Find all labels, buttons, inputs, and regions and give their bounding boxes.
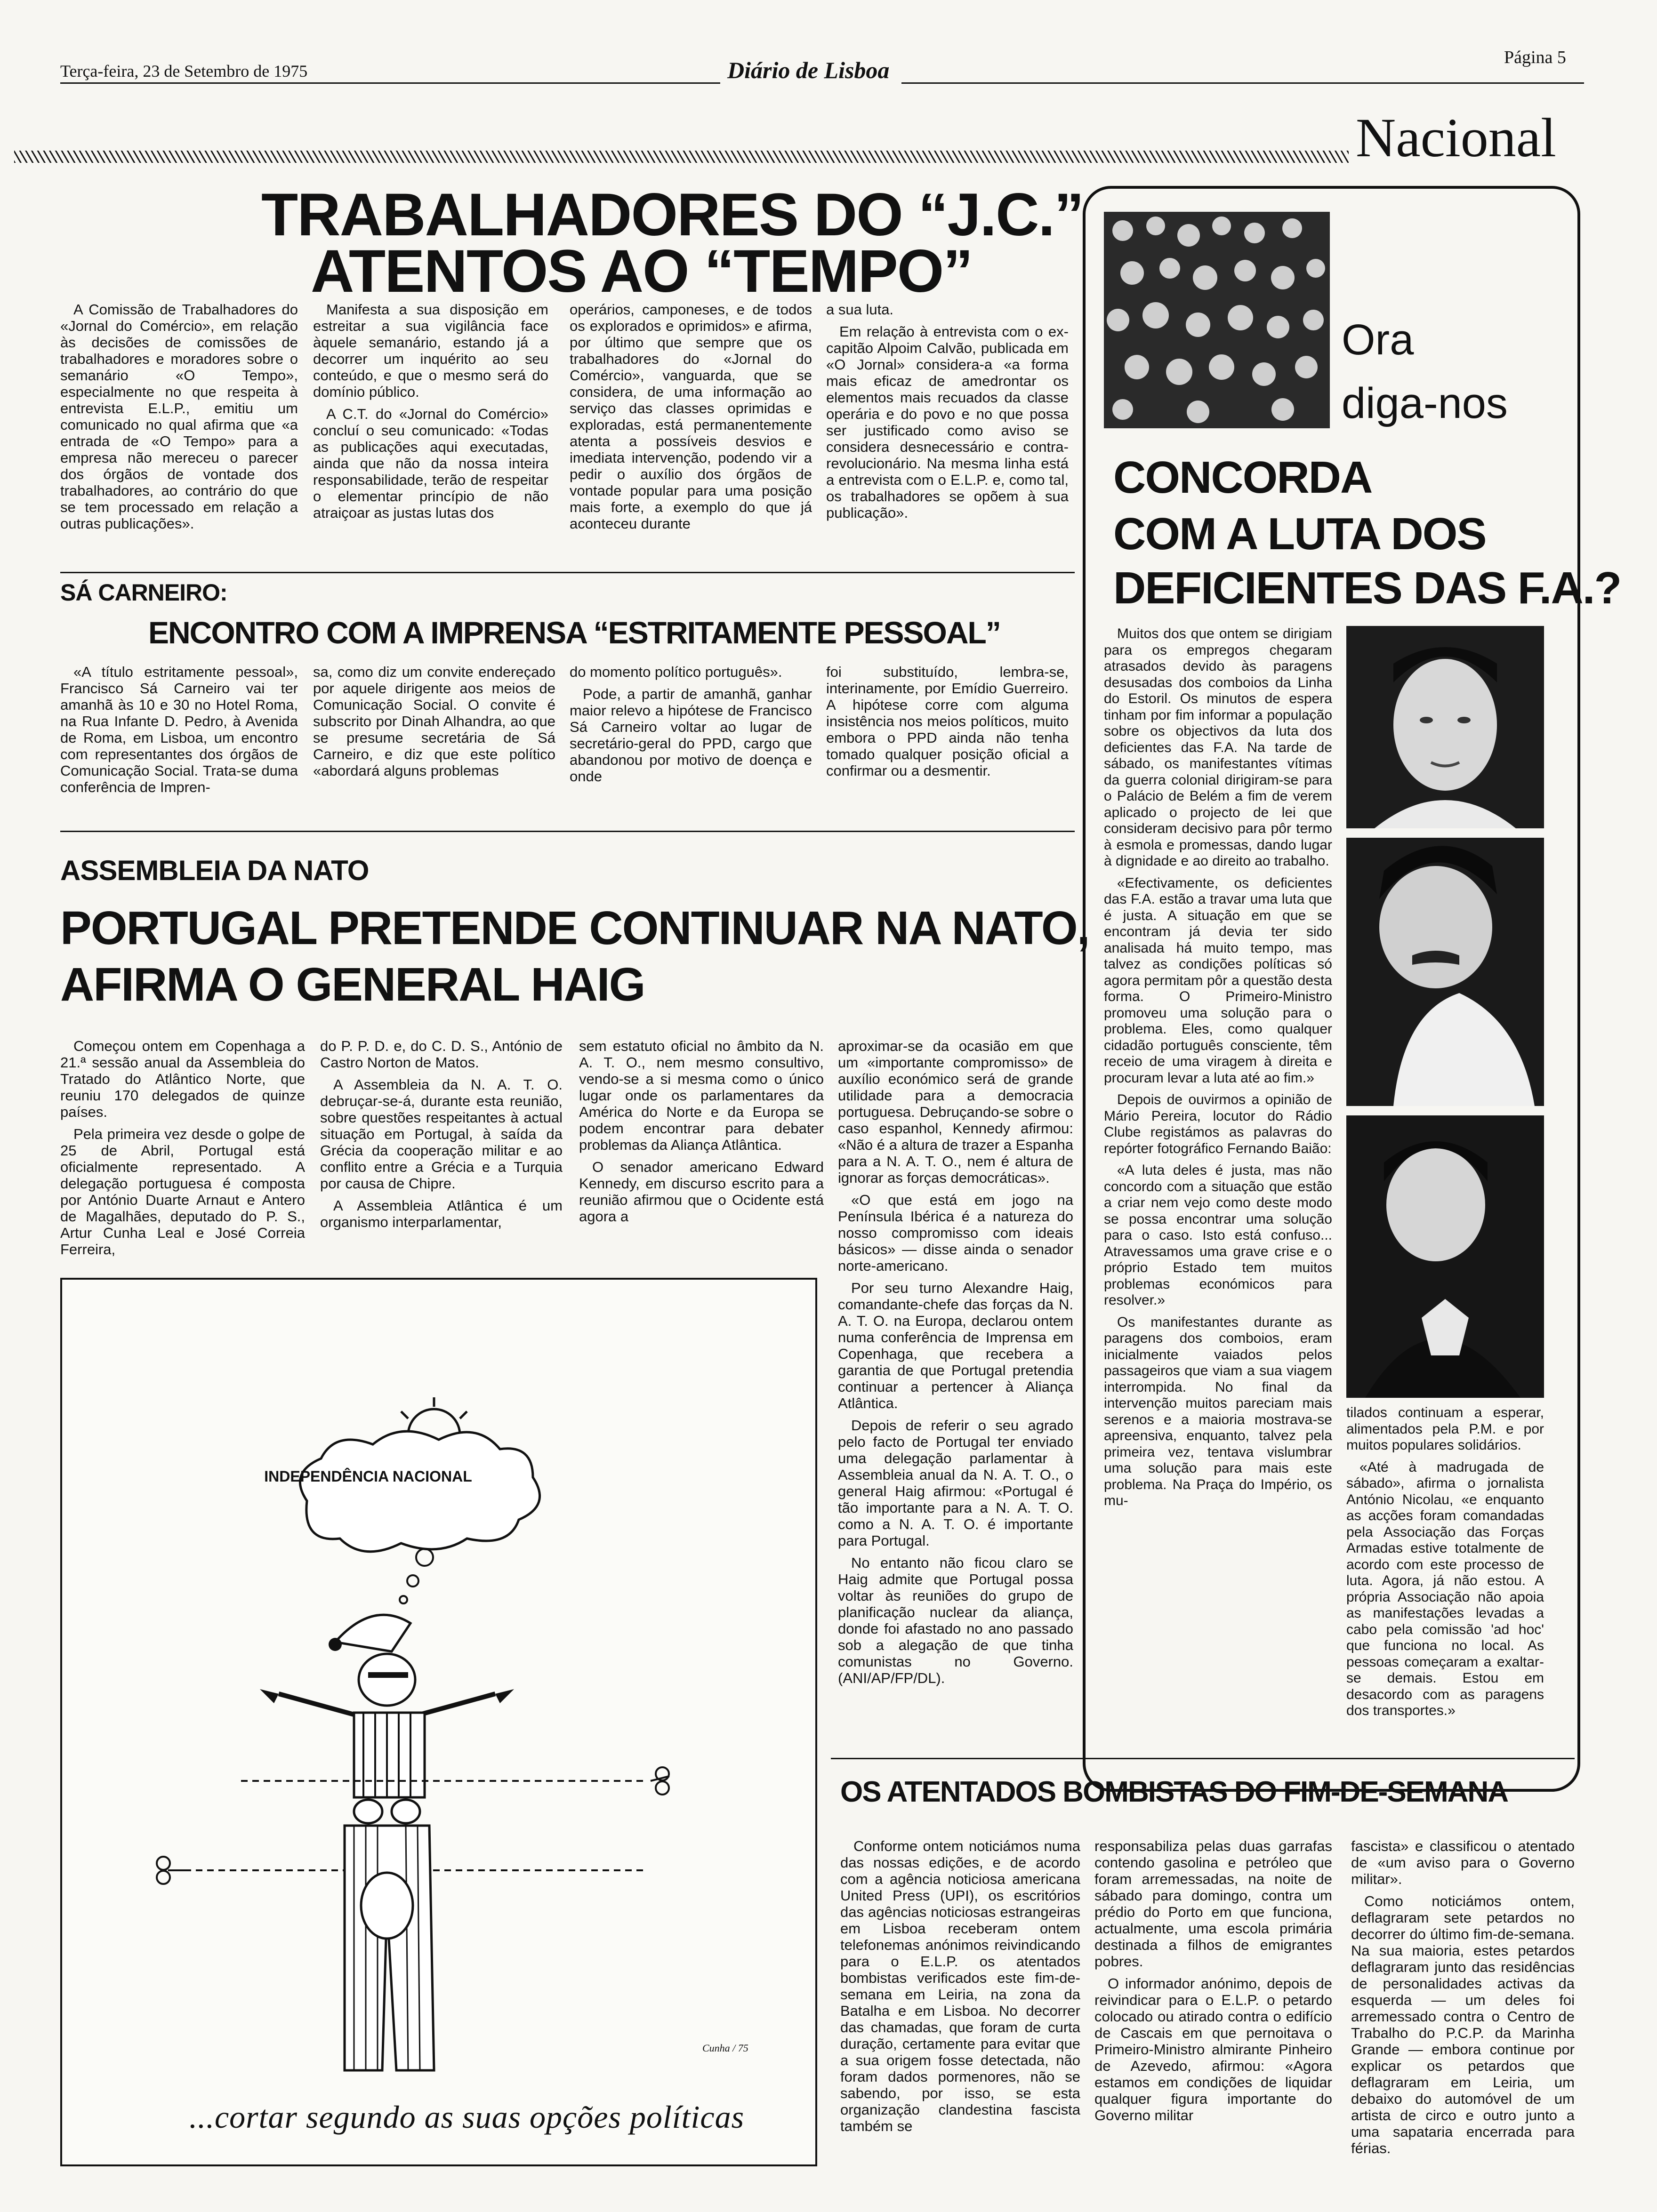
nato-col4b-text: «O que está em jogo na Península Ibérica é a natureza do nosso compromisso com ideais básicos» — disse ainda o senador norte-americano. (838, 1192, 1073, 1274)
thought-cloud (300, 1431, 539, 1552)
header-rule-left (60, 82, 720, 84)
jc-headline-line2: ATENTOS AO “TEMPO” (311, 238, 973, 305)
nato-col2b-text: A Assembleia da N. A. T. O. debruçar-se-á, durante esta reunião, sobre questões respeitantes à actual situação em Portugal, à saída da Grécia da cooperação militar e ao conflito entre a Grécia e a Turquia por causa de Chipre. (320, 1076, 563, 1192)
divider-sa (60, 831, 1075, 832)
sa-col2-text: sa, como diz um convite endereçado por aquele dirigente aos meios de Comunicação Social. O convite é subscrito por Dinah Alhandra, ao que se presume secretária de Sá Carneiro, e diz que este político «abordará alguns problemas (313, 664, 555, 779)
sidebar-colA5-text: Os manifestantes durante as paragens dos comboios, eram inicialmente vaiados pelos passageiros que viam a sua viagem interrompida. No final da intervenção muitos pareciam mais serenos e a maioria mostrava-se apreensiva, enquanto, talvez pela primeira vez, tentava vislumbrar uma solução para mais este problema. Na Praça do Império, os mu- (1104, 1314, 1332, 1508)
jc-col3-text: operários, camponeses, e de todos os explorados e oprimidos» e afirma, por último que sempre que os trabalhadores do «Jornal do Comércio», vanguarda, que se considera, de uma informação ao serviço das classes oprimidas e exploradas, está permanentemente atenta a possíveis desvios e imediata intervenção, podendo vir a pedir o auxílio dos órgãos de vontade popular para uma posição mais forte, a exemplo do que já aconteceu durante (570, 301, 812, 532)
sidebar-colA1-text: Muitos dos que ontem se dirigiam para os empregos chegaram atrasados devido às paragens desusadas dos comboios da Linha do Estoril. Os minutos de espera tinham por fim informar a população sobre os objectivos da luta dos deficientes das F.A. Na tarde de sábado, os manifestantes vítimas da guerra colonial dirigiram-se para o Palácio de Belém a fim de verem aplicado o projecto de lei que consideram decisivo para pôr termo à esmola e promessas, dando lugar à dignidade e ao direito ao trabalho. (1104, 626, 1332, 869)
sidebar-colA4-text: «A luta deles é justa, mas não concordo com a situação que estão a criar nem vejo como deste modo se possa encontrar uma solução para o caso. Isto está confuso... Atravessamos uma grave crise e o próprio Estado tem muitos problemas económicos para resolver.» (1104, 1162, 1332, 1308)
nato-headline-line2: AFIRMA O GENERAL HAIG (60, 958, 645, 1011)
puppet-torso (354, 1713, 425, 1797)
scissors-icon-right (651, 1767, 669, 1795)
nato-col2c-text: A Assembleia Atlântica é um organismo interparlamentar, (320, 1197, 563, 1230)
jc-col4b-text: Em relação à entrevista com o ex-capitão Alpoim Calvão, publicada em «O Jornal» considera-a «a forma mais eficaz de amedrontar os elementos mais recuados da classe operária e do povo e no que possa ser justificado como aviso se considera desnecessário e contra-revolucionário. Na mesma linha está a entrevista com o E.L.P. e, como tal, os trabalhadores se opõem à sua publicação». (826, 323, 1069, 521)
puppeteer-body (345, 1826, 434, 2070)
sa-kicker: SÁ CARNEIRO: (60, 579, 227, 606)
nato-headline-line1: PORTUGAL PRETENDE CONTINUAR NA NATO, (60, 902, 1089, 954)
divider-jc (60, 572, 1075, 573)
divider-bombs (831, 1758, 1575, 1759)
portrait-1-image (1346, 626, 1544, 828)
sa-col1-text: «A título estritamente pessoal», Francisco Sá Carneiro vai ter amanhã às 10 e 30 no Hotel Roma, na Rua Infante D. Pedro, à Avenida de Roma, em Lisboa, um encontro com representantes dos órgãos de Comunicação Social. Trata-se duma conferência de Impren- (60, 664, 298, 795)
bombs-col1-text: Conforme ontem noticiámos numa das nossas edições, e de acordo com a agência noticiosa americana United Press (UPI), os escritórios das agências noticiosas estrangeiras em Lisboa receberam ontem telefonemas anónimos reivindicando para o E.L.P. os atentados bombistas verificados este fim-de-semana em Leiria, na zona da Batalha e em Lisboa. No decorrer das chamadas, que foram de curta duração, certamente para evitar que a sua origem fosse detectada, não foram dados pormenores, não se sabendo, por isso, se esta organização clandestina fascista também se (840, 1838, 1080, 2134)
sa-headline: ENCONTRO COM A IMPRENSA “ESTRITAMENTE PESSOAL” (148, 615, 1000, 650)
sidebar-headline-line1: CONCORDA (1113, 452, 1372, 503)
sa-col3b-text: Pode, a partir de amanhã, ganhar maior relevo a hipótese de Francisco Sá Carneiro voltar ao lugar de secretário-geral do PPD, cargo que abandonou por motivo de doença e onde (570, 686, 812, 785)
sa-column-4 (826, 664, 1069, 824)
sa-col4a-text: foi substituído, lembra-se, interinamente, por Emídio Guerreiro. A hipótese corre com alguma insistência nos meios políticos, muito embora o PPD ainda não tenha tomado qualquer posição oficial a confirmar ou a desmentir. (826, 664, 1069, 779)
editorial-cartoon (60, 1278, 817, 2166)
puppet-head (359, 1654, 415, 1706)
jc-col2b-text: A C.T. do «Jornal do Comércio» concluí o seu comunicado: «Todas as publicações aqui executadas, ainda que não da nossa inteira responsabilidade, terão de respeitar o elementar princípio de não atraiçoar as justas lutas dos (313, 406, 548, 521)
jc-column-3 (570, 301, 812, 565)
jc-column-1 (60, 301, 298, 565)
jc-col1-text: A Comissão de Trabalhadores do «Jornal do Comércio», em relação às decisões de comissões de trabalhadores e moradores sobre o semanário «O Tempo», especialmente no que respeita à entrevista E.L.P., emitiu um comunicado no qual afirma que «a entrada de «O Tempo» para a empresa não mereceu o parecer dos órgãos de vontade dos trabalhadores, ao contrário do que se tem processado em relação a outras publicações». (60, 301, 298, 532)
sidebar-headline-line2: COM A LUTA DOS (1113, 509, 1486, 559)
portrait-3-image (1346, 1115, 1544, 1398)
sidebar-colA3-text: Depois de ouvirmos a opinião de Mário Pereira, locutor do Rádio Clube registámos as palavras do repórter fotográfico Fernando Baião: (1104, 1092, 1332, 1156)
crowd-photo-image (1104, 212, 1330, 428)
portrait-2-image (1346, 838, 1544, 1106)
nato-kicker: ASSEMBLEIA DA NATO (60, 855, 369, 886)
jc-col2a-text: Manifesta a sua disposição em estreitar a sua vigilância face àquele semanário, estando já a decorrer um inquérito ao seu conteúdo, e que o mesmo será do domínio público. (313, 301, 548, 400)
bombs-headline: OS ATENTADOS BOMBISTAS DO FIM-DE-SEMANA (840, 1776, 1508, 1808)
nato-col1b-text: Pela primeira vez desde o golpe de 25 de Abril, Portugal está oficialmente representado. A delegação portuguesa é composta por António Duarte Arnaut e Antero de Magalhães, deputado do P. S., Artur Cunha Leal e José Correia Ferreira, (60, 1126, 305, 1258)
header-rule-right (901, 82, 1584, 84)
bombs-col3b-text: Como noticiámos ontem, deflagraram sete petardos no decorrer do último fim-de-semana. Na sua maioria, estes petardos deflagraram junto das residências de personalidades activas da esquerda — um deles foi arremessado contra o Centro de Trabalho do P.C.P. da Marinha Grande — embora continue por explicar os petardos que deflagraram em Leiria, um debaixo do automóvel de um artista de circo e outro junto a uma sapataria encerrada para férias. (1351, 1893, 1575, 2156)
bombs-col3a-text: fascista» e classificou o atentado de «um aviso para o Governo militar». (1351, 1838, 1575, 1887)
bombs-column-2 (1094, 1838, 1332, 2196)
cartoon-signature: Cunha / 75 (702, 2042, 748, 2054)
bombs-column-3 (1351, 1838, 1575, 2196)
section-hatch-rule (14, 151, 1349, 163)
section-title: Nacional (1356, 107, 1556, 168)
nato-col4a-text: aproximar-se da ocasião em que um «importante compromisso» de auxílio económico será de grande utilidade para a democracia portuguesa. Debruçando-se sobre o caso espanhol, Kennedy afirmou: «Não é a altura de trazer a Espanha para a N. A. T. O., nem é altura de ignorar as forças democráticas». (838, 1038, 1073, 1186)
cartoon-thought-text: INDEPENDÊNCIA NACIONAL (264, 1468, 472, 1485)
sidebar-headline-line3: DEFICIENTES DAS F.A.? (1113, 563, 1621, 613)
nato-column-3 (579, 1038, 824, 1268)
bombs-col2a-text: responsabiliza pelas duas garrafas contendo gasolina e petróleo que foram arremessadas, na noite de sábado para domingo, contra um prédio do Porto em que funciona, actualmente, uma escola primária destinada a filhos de emigrantes pobres. (1094, 1838, 1332, 1970)
nato-col4c-text: Por seu turno Alexandre Haig, comandante-chefe das forças da N. A. T. O. na Europa, declarou ontem numa conferência de Imprensa em Copenhaga, que recebera a garantia de que Portugal pretendia continuar a pertencer à Aliança Atlântica. (838, 1280, 1073, 1411)
scissors-icon-left (157, 1857, 185, 1884)
jc-headline-line1: TRABALHADORES DO “J.C.” (261, 181, 1084, 248)
jc-col4a-text: a sua luta. (826, 301, 894, 318)
nato-column-1 (60, 1038, 305, 1268)
jc-column-4 (826, 301, 1069, 565)
crowd-photo (1104, 212, 1330, 428)
cartoon-drawing (62, 1280, 815, 2164)
issue-date: Terça-feira, 23 de Setembro de 1975 (60, 62, 308, 80)
nato-col4d-text: Depois de referir o seu agrado pelo facto de Portugal ter enviado uma delegação parlamentar à Assembleia anual da N. A. T. O., o general Haig afirmou: «Portugal é tão importante para a N. A. T. O. como a N. A. T. O. é importante para Portugal. (838, 1417, 1073, 1549)
nato-column-4 (838, 1038, 1073, 1748)
page-number: Página 5 (1504, 48, 1566, 67)
jc-column-2 (313, 301, 548, 565)
nato-col4e-text: No entanto não ficou claro se Haig admite que Portugal possa voltar às reuniões do grupo de planificação nuclear da aliança, donde foi afastado no ano passado sob a alegação de que tinha comunistas no Governo. (ANI/AP/FP/DL). (838, 1555, 1073, 1686)
nato-col1a-text: Começou ontem em Copenhaga a 21.ª sessão anual da Assembleia do Tratado do Atlântico Norte, que reuniu 170 delegados de quinze países. (60, 1038, 305, 1120)
cartoon-caption: ...cortar segundo as suas opções políticas (189, 2099, 745, 2135)
sidebar-column-b (1346, 1405, 1544, 1741)
sa-col3a-text: do momento político português». (570, 664, 782, 680)
masthead: Diário de Lisboa (727, 57, 890, 83)
sa-column-2 (313, 664, 555, 824)
sidebar-colB1-text: tilados continuam a esperar, alimentados pela P.M. e por muitos populares solidários. (1346, 1405, 1544, 1453)
nato-col3a-text: sem estatuto oficial no âmbito da N. A. T. O., nem mesmo consultivo, vendo-se a si mesma como o único lugar onde os parlamentares da América do Norte e da Europa se podem encontrar para debater problemas da Aliança Atlântica. (579, 1038, 824, 1153)
bombs-column-1 (840, 1838, 1080, 2196)
sa-column-3 (570, 664, 812, 824)
portrait-photo-1 (1346, 626, 1544, 828)
sidebar-colA2-text: «Efectivamente, os deficientes das F.A. estão a travar uma luta que é justa. A situação em que se encontram já devia ter sido analisada há muito tempo, mas talvez as condições políticas só agora permitam pôr a questão desta forma. O Primeiro-Ministro promoveu uma solução para o problema. Eles, como qualquer cidadão português consciente, têm receio de uma viragem à direita e procuram levar a luta até ao fim.» (1104, 875, 1332, 1086)
portrait-photo-2 (1346, 838, 1544, 1106)
jester-hat (335, 1615, 410, 1651)
sidebar-title-line1: Ora (1342, 316, 1414, 364)
sidebar-column-a (1104, 626, 1332, 1741)
sa-column-1 (60, 664, 298, 824)
portrait-photo-3 (1346, 1115, 1544, 1398)
nato-column-2 (320, 1038, 563, 1268)
sidebar-colB2-text: «Até à madrugada de sábado», afirma o jornalista António Nicolau, «e enquanto as acções foram comandadas pela Associação das Forças Armadas estive totalmente de acordo com este processo de luta. Agora, já não estou. A própria Associação não apoia as manifestações levadas a cabo pela comissão 'ad hoc' que funciona no local. As pessoas começaram a exaltar-se demais. Estou em desacordo com as paragens dos transportes.» (1346, 1459, 1544, 1718)
sidebar-title-line2: diga-nos (1342, 379, 1508, 427)
nato-col2a-text: do P. P. D. e, do C. D. S., António de Castro Norton de Matos. (320, 1038, 563, 1071)
bombs-col2b-text: O informador anónimo, depois de reivindicar para o E.L.P. o petardo colocado ou atirado contra o edifício de Cascais em que pernoitava o Primeiro-Ministro almirante Pinheiro de Azevedo, afirmou: «Agora estamos em condições de liquidar qualquer figura importante do Governo militar (1094, 1975, 1332, 2124)
nato-col3b-text: O senador americano Edward Kennedy, em discurso escrito para a reunião afirmou que o Ocidente está agora a (579, 1159, 824, 1225)
